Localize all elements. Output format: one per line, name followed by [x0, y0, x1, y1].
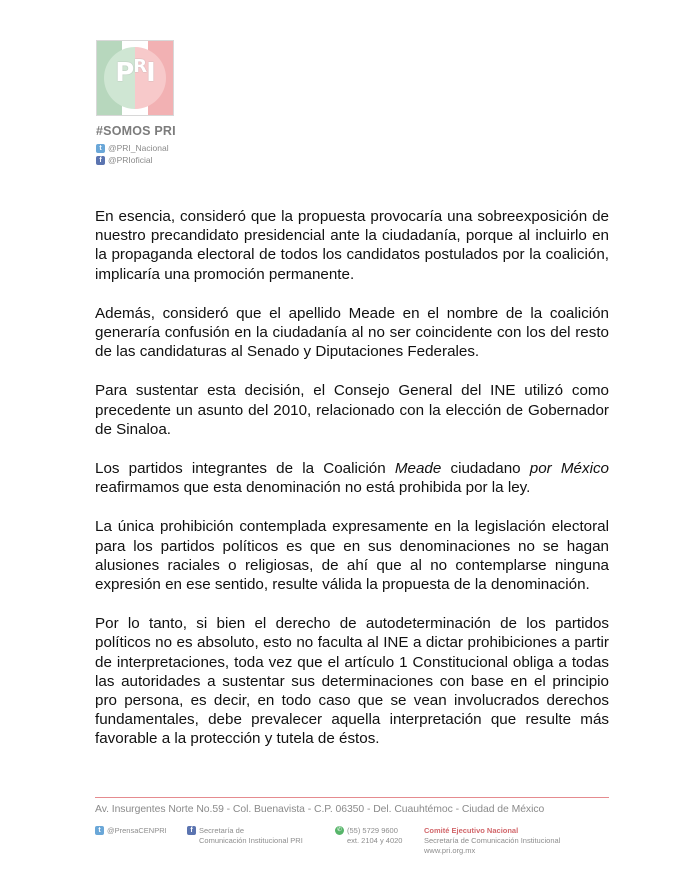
footer-organization: Comité Ejecutivo Nacional Secretaría de Comunicación Institucional www.pri.org.mx	[424, 826, 561, 855]
hashtag: #SOMOS PRI	[96, 124, 176, 138]
pri-logo	[96, 40, 174, 116]
header-facebook-handle[interactable]: @PRIoficial	[108, 155, 153, 165]
document-body	[95, 207, 609, 769]
paragraph-6: Por lo tanto, si bien el derecho de autodeterminación de los partidos políticos no es absoluto, esto no faculta al INE a dictar prohibiciones a partir de interpretaciones, toda vez que el artículo 1 Constitucional obliga a todas las autoridades a sustentar sus determinaciones con base en el principio pro persona, es decir, en todo caso que se vean involucrados derechos fundamentales, debe prevalecer aquella interpretación que resulte más favorable a la protección y tutela de éstos.	[95, 615, 609, 748]
twitter-icon: t	[95, 826, 104, 835]
footer-divider	[95, 797, 609, 798]
footer-twitter-handle[interactable]: @PrensaCENPRI	[107, 826, 167, 835]
header-social	[96, 142, 186, 166]
paragraph-4: Los partidos integrantes de la Coalición Meade ciudadano por México reafirmamos que esta denominación no está prohibida por la ley.	[95, 460, 609, 497]
footer	[95, 797, 609, 856]
footer-website-link[interactable]: www.pri.org.mx	[424, 846, 476, 855]
twitter-icon: t	[96, 144, 105, 153]
facebook-icon: f	[187, 826, 196, 835]
header-twitter-handle[interactable]: @PRI_Nacional	[108, 143, 169, 153]
footer-contacts	[95, 826, 609, 856]
paragraph-5: La única prohibición contemplada expresamente en la legislación electoral para los partidos políticos es que en sus denominaciones no se hagan alusiones raciales o religiosas, de ahí que al no contemplarse ninguna expresión en ese sentido, resulte válida la propuesta de la denominación.	[95, 518, 609, 594]
paragraph-1: En esencia, consideró que la propuesta provocaría una sobreexposición de nuestro precandidato presidencial ante la ciudadanía, porque al incluirlo en la propaganda electoral de todos los candidatos postulados por la coalición, implicaría una promoción permanente.	[95, 208, 609, 283]
paragraph-2: Además, consideró que el apellido Meade en el nombre de la coalición generaría confusión en la ciudadanía al no ser coincidente con los del resto de las candidaturas al Senado y Diputaciones Federales.	[95, 304, 609, 361]
pri-logo-letters: PRI	[115, 56, 155, 88]
phone-icon: ✆	[336, 827, 343, 833]
facebook-icon: f	[96, 156, 105, 165]
letterhead	[96, 40, 186, 166]
footer-phone: (55) 5729 9600 ext. 2104 y 4020	[347, 826, 403, 845]
footer-facebook-page[interactable]: Secretaría de Comunicación Institucional PRI	[199, 826, 303, 845]
paragraph-3: Para sustentar esta decisión, el Consejo General del INE utilizó como precedente un asunto del 2010, relacionado con la elección de Gobernador de Sinaloa.	[95, 382, 609, 438]
footer-address: Av. Insurgentes Norte No.59 - Col. Buenavista - C.P. 06350 - Del. Cuauhtémoc - Ciudad de México	[95, 804, 545, 815]
